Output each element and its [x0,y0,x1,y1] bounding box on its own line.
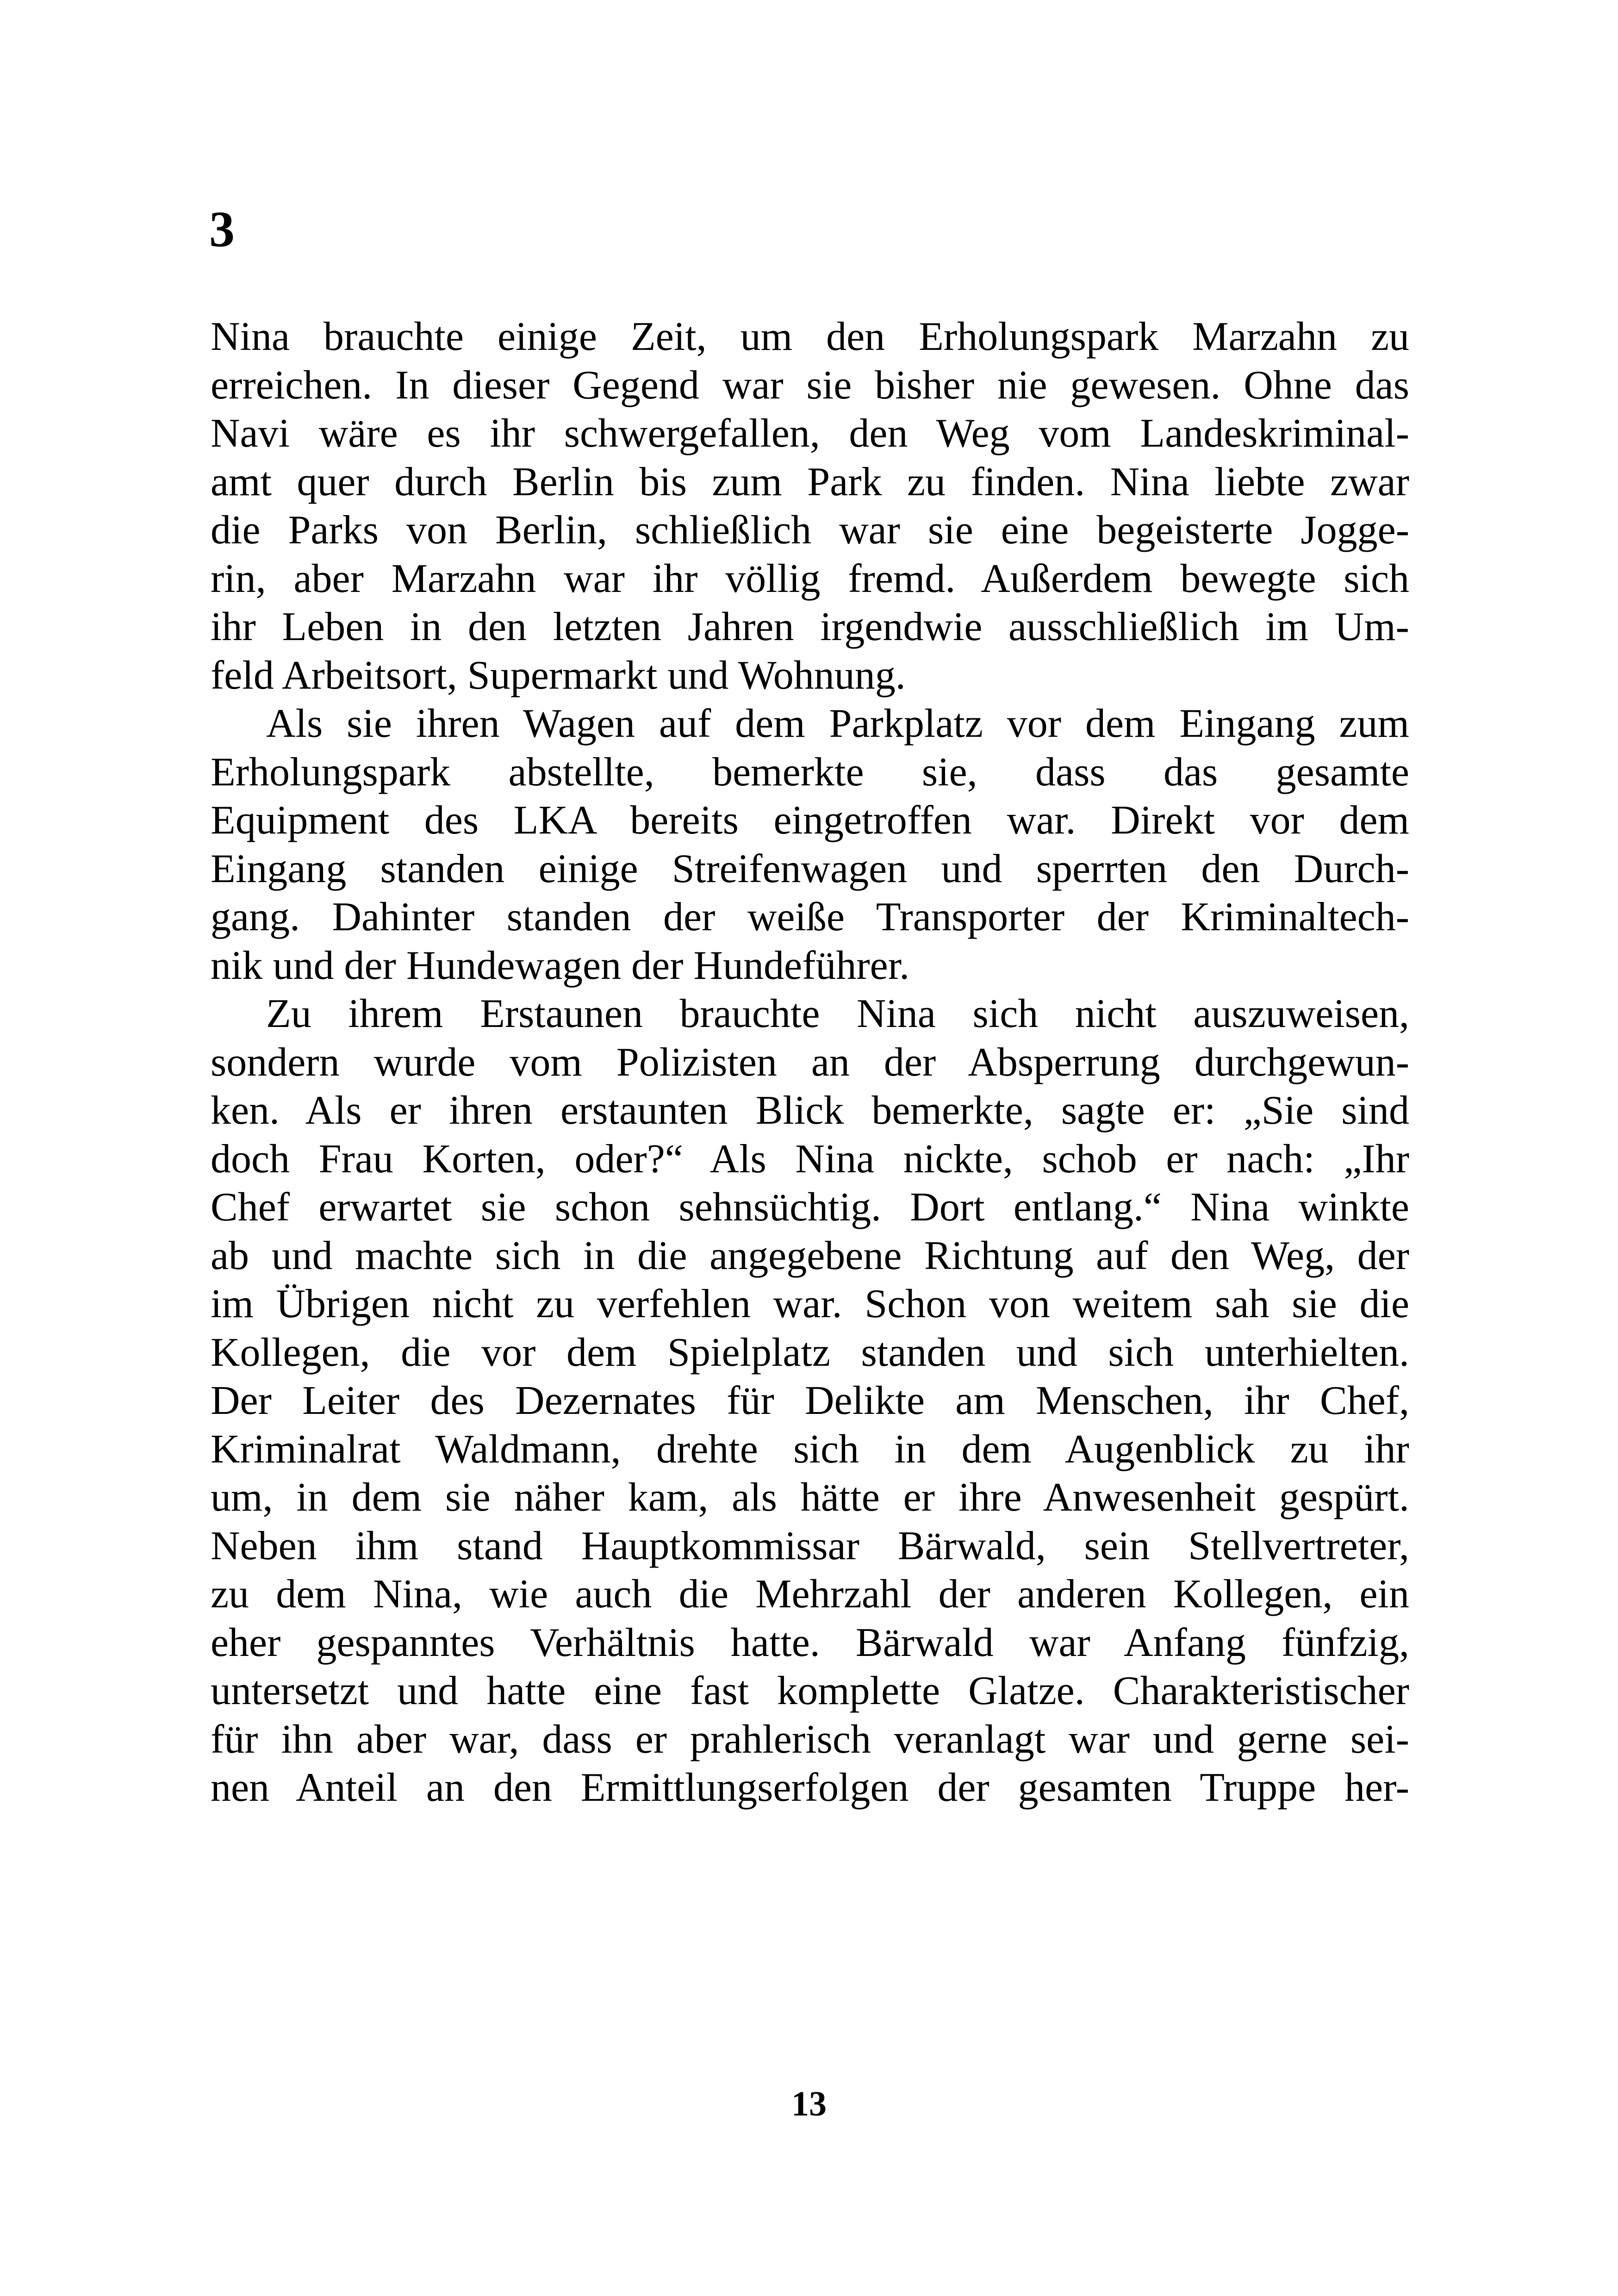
text-line: feld Arbeitsort, Supermarkt und Wohnung. [211,653,906,698]
text-line: untersetzt und hatte eine fast komplette Glatze. Charakteristischer [211,1668,1409,1713]
text-line: Kriminalrat Waldmann, drehte sich in dem Augenblick zu ihr [211,1426,1409,1472]
text-line: um, in dem sie näher kam, als hätte er ihre Anwesenheit gespürt. [211,1475,1409,1520]
text-line: die Parks von Berlin, schließlich war sie eine begeisterte Jogge- [211,508,1409,553]
paragraph [211,313,1409,700]
text-line: doch Frau Korten, oder?“ Als Nina nickte, schob er nach: „Ihr [211,1136,1409,1182]
text-line: erreichen. In dieser Gegend war sie bisher nie gewesen. Ohne das [211,362,1409,408]
text-line: ab und machte sich in die angegebene Richtung auf den Weg, der [211,1233,1409,1278]
paragraph [211,990,1409,1812]
text-line: Kollegen, die vor dem Spielplatz standen und sich unterhielten. [211,1330,1409,1375]
page-number: 13 [791,2084,827,2123]
text-line: eher gespanntes Verhältnis hatte. Bärwald war Anfang fünfzig, [211,1620,1409,1665]
text-line: zu dem Nina, wie auch die Mehrzahl der anderen Kollegen, ein [211,1572,1409,1617]
text-line: nik und der Hundewagen der Hundeführer. [211,943,910,988]
text-line: ken. Als er ihren erstaunten Blick bemerkte, sagte er: „Sie sind [211,1088,1409,1133]
text-line: Chef erwartet sie schon sehnsüchtig. Dort entlang.“ Nina winkte [211,1185,1409,1230]
paragraph [211,700,1409,990]
text-line: Navi wäre es ihr schwergefallen, den Weg vom Landeskriminal- [211,411,1409,456]
text-line: sondern wurde vom Polizisten an der Absperrung durchgewun- [211,1039,1409,1085]
chapter-body-text [211,313,1409,1812]
text-line: Eingang standen einige Streifenwagen und sperrten den Durch- [211,846,1409,891]
text-line: Nina brauchte einige Zeit, um den Erholungspark Marzahn zu [211,314,1409,359]
text-line: nen Anteil an den Ermittlungserfolgen der gesamten Truppe her- [211,1765,1409,1810]
text-line: Zu ihrem Erstaunen brauchte Nina sich nicht auszuweisen, [266,991,1409,1036]
text-line: für ihn aber war, dass er prahlerisch veranlagt war und gerne sei- [211,1717,1409,1762]
text-line: gang. Dahinter standen der weiße Transporter der Kriminaltech- [211,895,1409,940]
text-line: Erholungspark abstellte, bemerkte sie, dass das gesamte [211,749,1409,795]
text-line: amt quer durch Berlin bis zum Park zu finden. Nina liebte zwar [211,459,1409,504]
text-line: Equipment des LKA bereits eingetroffen war. Direkt vor dem [211,798,1409,843]
text-line: im Übrigen nicht zu verfehlen war. Schon von weitem sah sie die [211,1282,1409,1326]
text-line: rin, aber Marzahn war ihr völlig fremd. Außerdem bewegte sich [211,556,1409,601]
text-line: Neben ihm stand Hauptkommissar Bärwald, sein Stellvertreter, [211,1523,1409,1568]
text-line: Als sie ihren Wagen auf dem Parkplatz vor dem Eingang zum [266,701,1409,746]
text-line: Der Leiter des Dezernates für Delikte am Menschen, ihr Chef, [211,1378,1409,1423]
text-line: ihr Leben in den letzten Jahren irgendwie ausschließlich im Um- [211,604,1409,649]
chapter-number: 3 [209,201,235,257]
